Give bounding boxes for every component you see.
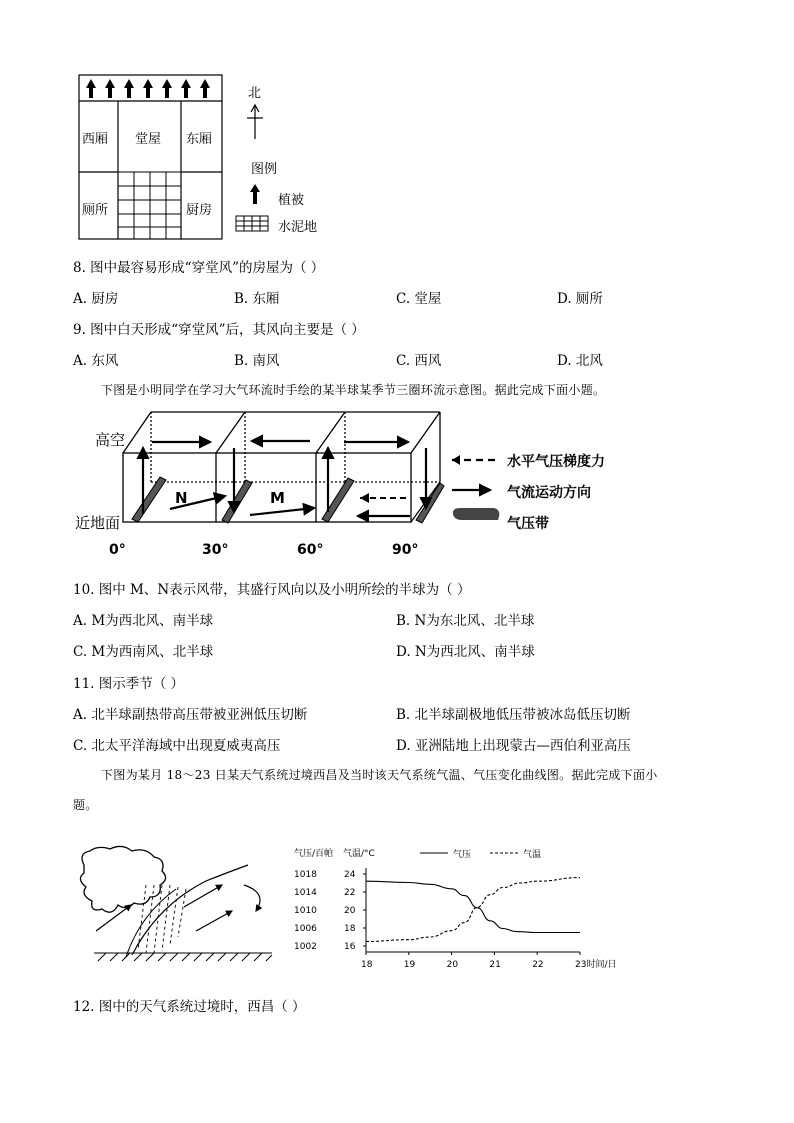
y-right-tick-label: 18 [344,924,356,934]
intro-circulation: 下图是小明同学在学习大气环流时手绘的某半球某季节三圈环流示意图。据此完成下面小题。 [101,383,606,397]
question-9: 9. 图中白天形成“穿堂风”后，其风向主要是（ ） [73,322,365,338]
north-label: 北 [248,86,262,101]
question-8: 8. 图中最容易形成“穿堂风”的房屋为（ ） [73,260,325,276]
x-tick-label: 19 [403,960,416,970]
y-right-tick-label: 16 [344,942,356,952]
y-right-tick-label: 22 [344,888,356,898]
legend-title: 图例 [251,162,278,177]
lat-30: 30° [202,542,229,558]
north-arrow [247,105,263,139]
pressure-belt-60 [322,478,354,522]
pressure-belt-0 [132,477,166,522]
room-west-wing: 西厢 [82,132,109,147]
weather-front-sketch [76,845,276,970]
room-east-wing: 东厢 [186,132,213,147]
y-right-tick-label: 24 [344,870,356,880]
lat-90: 90° [392,542,419,558]
legend-airflow-label: 气流运动方向 [507,485,591,501]
label-near-ground: 近地面 [75,514,121,532]
vegetation-icon [162,79,172,98]
q9-option-a: A. 东风 [73,353,119,369]
wind-m [250,508,314,515]
legend-gradient-label: 水平气压梯度力 [507,454,605,470]
room-main-hall: 堂屋 [135,132,162,147]
y-right-axis-label: 气温/°C [343,849,375,859]
temperature-series-line [366,878,580,942]
q8-option-c: C. 堂屋 [396,291,442,307]
wind-belt-m-label: M [270,489,285,507]
x-tick-label: 21 [489,960,501,970]
legend-pressure-label: 气压 [453,850,472,860]
legend-cement-icon [236,216,268,231]
y-left-tick-label: 1006 [294,924,317,934]
legend-pressure-belt-label: 气压带 [507,516,549,532]
pressure-belt-90 [416,483,444,523]
x-tick-label: 20 [446,960,459,970]
intro-weather-line2: 题。 [73,798,98,812]
vegetation-row [86,79,210,98]
x-tick-label: 18 [361,960,373,970]
q9-option-d: D. 北风 [557,353,603,369]
q10-option-d: D. N为西北风、南半球 [396,644,535,660]
lat-0: 0° [109,542,126,558]
room-kitchen: 厨房 [186,203,213,218]
pressure-belt-30 [222,480,252,523]
q10-option-a: A. M为西北风、南半球 [73,613,214,629]
q8-option-d: D. 厕所 [557,291,603,307]
q11-option-d: D. 亚洲陆地上出现蒙古—西伯利亚高压 [396,738,631,754]
q9-option-b: B. 南风 [234,353,280,369]
q11-option-b: B. 北半球副极地低压带被冰岛低压切断 [396,707,631,723]
y-left-tick-label: 1010 [294,906,317,916]
legend-vegetation-icon [250,184,260,204]
y-left-tick-label: 1018 [294,870,317,880]
q11-option-c: C. 北太平洋海域中出现夏威夷高压 [73,738,281,754]
q10-option-b: B. N为东北风、北半球 [396,613,535,629]
y-left-tick-label: 1014 [294,888,317,898]
intro-weather-line1: 下图为某月 18～23 日某天气系统过境西昌及当时该天气系统气温、气压变化曲线图。据此完成下面小 [101,768,658,782]
x-tick-label: 23时间/日 [575,960,617,970]
vegetation-icon [86,79,96,98]
legend-temperature-label: 气温 [523,850,542,860]
vegetation-icon [181,79,191,98]
ground-hatch [94,953,272,961]
label-upper-air: 高空 [95,431,126,449]
front-surface [132,865,248,955]
vegetation-icon [124,79,134,98]
x-tick-label: 22 [532,960,544,970]
legend-cement-label: 水泥地 [278,220,318,235]
legend-pressure-belt-icon [453,508,499,520]
legend-vegetation-label: 植被 [278,193,305,208]
wind-belt-n-label: N [175,489,188,507]
q10-option-c: C. M为西南风、北半球 [73,644,214,660]
q9-option-c: C. 西风 [396,353,442,369]
pressure-series-line [366,881,580,932]
question-11: 11. 图示季节（ ） [73,676,185,692]
lat-60: 60° [297,542,324,558]
cement-ground-grid [118,172,181,239]
vegetation-icon [105,79,115,98]
cloud-shape [80,846,165,912]
warm-air-arrow-2 [196,911,232,931]
y-left-tick-label: 1002 [294,942,317,952]
room-toilet: 厕所 [82,203,109,218]
q11-option-a: A. 北半球副热带高压带被亚洲低压切断 [73,707,308,723]
q8-option-b: B. 东厢 [234,291,280,307]
y-right-tick-label: 20 [344,906,356,916]
warm-air-return-arrow [244,885,260,911]
pressure-temperature-chart [292,842,632,977]
q8-option-a: A. 厨房 [73,291,119,307]
vegetation-icon [200,79,210,98]
vegetation-icon [143,79,153,98]
y-left-axis-label: 气压/百帕 [294,849,334,859]
warm-air-arrow-1 [184,885,222,907]
question-10: 10. 图中 M、N表示风带，其盛行风向以及小明所绘的半球为（ ） [73,582,471,598]
question-12: 12. 图中的天气系统过境时，西昌（ ） [73,999,306,1015]
